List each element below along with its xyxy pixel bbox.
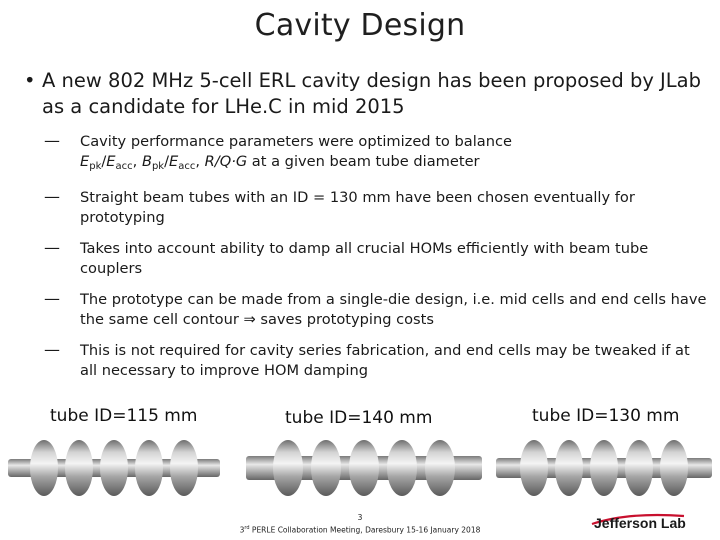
sub-bullet-1: — Cavity performance parameters were optimized to balance $E_{pk}/E_{acc}$, $B_{pk}/E_{acc}$, R/Q·G at a given beam tube diameter bbox=[44, 131, 512, 172]
caption-tube-130: tube ID=130 mm bbox=[532, 406, 680, 426]
dash-marker: — bbox=[44, 238, 60, 257]
slide-title: Cavity Design bbox=[254, 8, 466, 43]
caption-tube-140: tube ID=140 mm bbox=[285, 408, 433, 428]
logo-text: Jefferson Lab bbox=[594, 515, 686, 531]
sub-bullet-list bbox=[44, 132, 710, 392]
footer bbox=[180, 513, 540, 536]
cavity-tube-140 bbox=[246, 432, 482, 504]
cavity-tube-130 bbox=[496, 432, 712, 504]
jefferson-lab-logo bbox=[588, 508, 708, 532]
dash-marker: — bbox=[44, 131, 60, 150]
sub-bullet-5: — This is not required for cavity series fabrication, and end cells may be tweaked if at all necessary to improve HOM damping bbox=[44, 340, 690, 379]
page-number: 3 bbox=[357, 513, 363, 522]
cavity-tube-115 bbox=[8, 432, 220, 504]
bullet-dot: • bbox=[24, 69, 36, 92]
sub-bullet-2: — Straight beam tubes with an ID = 130 mm have been chosen eventually for prototyping bbox=[44, 187, 635, 226]
sub-bullet-3: — Takes into account ability to damp all crucial HOMs efficiently with beam tube couplers bbox=[44, 238, 649, 277]
caption-tube-115: tube ID=115 mm bbox=[50, 406, 198, 426]
main-bullet-text: A new 802 MHz 5-cell ERL cavity design has been proposed by JLab as a candidate for LHe.C in mid 2015 bbox=[42, 69, 702, 118]
dash-marker: — bbox=[44, 187, 60, 206]
footer-event: 3rd PERLE Collaboration Meeting, Daresbury 15-16 January 2018 bbox=[239, 525, 481, 535]
implies-arrow: ⇒ bbox=[243, 311, 256, 328]
sub-bullet-4: — The prototype can be made from a single-die design, i.e. mid cells and end cells have the same cell contour ⇒ saves prototyping costs bbox=[44, 289, 707, 328]
dash-marker: — bbox=[44, 289, 60, 308]
main-bullet bbox=[24, 68, 704, 120]
dash-marker: — bbox=[44, 340, 60, 359]
